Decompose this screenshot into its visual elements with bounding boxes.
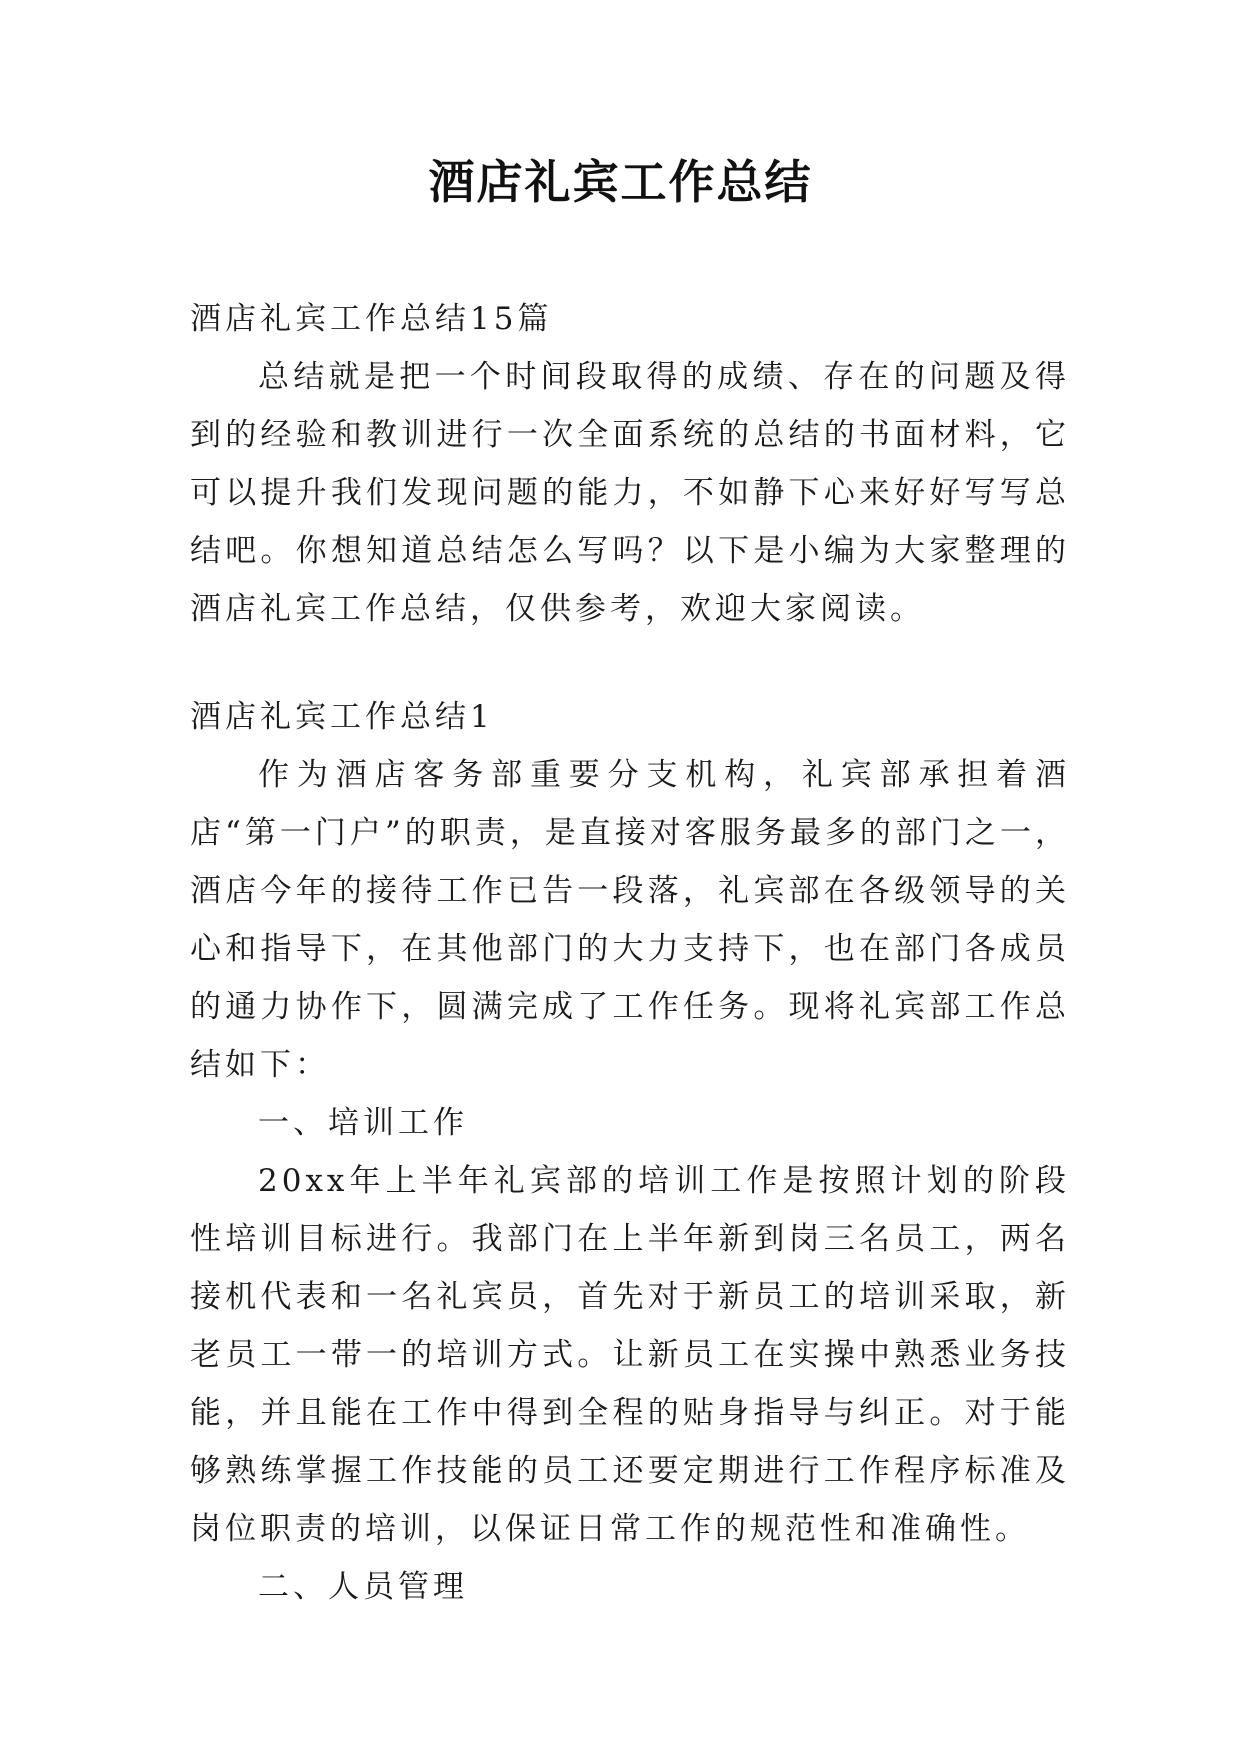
document-subtitle: 酒店礼宾工作总结15篇 [190,301,553,337]
document-title: 酒店礼宾工作总结 [428,155,813,209]
heading-training: 一、培训工作 [258,1105,468,1141]
intro-paragraph: 总结就是把一个时间段取得的成绩、存在的问题及得到的经验和教训进行一次全面系统的总结的书面材料，它可以提升我们发现问题的能力，不如静下心来好好写写总结吧。你想知道总结怎么写吗？以下是小编为大家整理的酒店礼宾工作总结，仅供参考，欢迎大家阅读。 [190,359,1070,627]
training-paragraph: 20xx年上半年礼宾部的培训工作是按照计划的阶段性培训目标进行。我部门在上半年新到岗三名员工，两名接机代表和一名礼宾员，首先对于新员工的培训采取，新老员工一带一的培训方式。让新员工在实操中熟悉业务技能，并且能在工作中得到全程的贴身指导与纠正。对于能够熟练掌握工作技能的员工还要定期进行工作程序标准及岗位职责的培训，以保证日常工作的规范性和准确性。 [190,1163,1070,1547]
heading-personnel: 二、人员管理 [258,1569,468,1605]
section-paragraph: 作为酒店客务部重要分支机构，礼宾部承担着酒店“第一门户”的职责，是直接对客服务最多的部门之一，酒店今年的接待工作已告一段落，礼宾部在各级领导的关心和指导下，在其他部门的大力支持下，也在部门各成员的通力协作下，圆满完成了工作任务。现将礼宾部工作总结如下： [190,757,1070,1083]
section-heading: 酒店礼宾工作总结1 [190,699,494,735]
document-body [190,290,1070,1616]
